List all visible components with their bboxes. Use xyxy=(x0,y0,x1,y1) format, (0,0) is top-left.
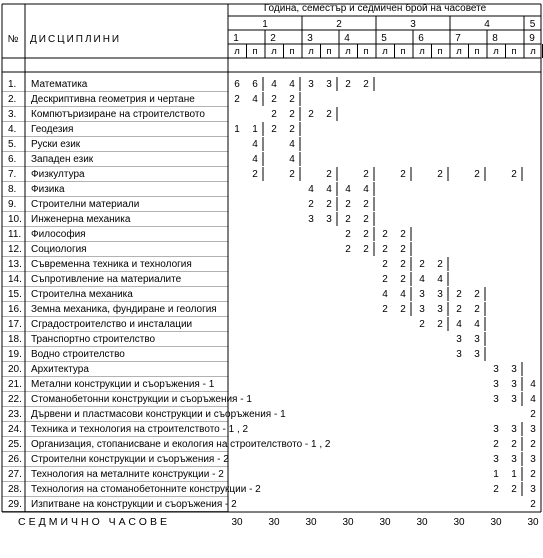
practice-label: п xyxy=(289,46,295,57)
discipline-name: Дървени и пластмасови конструкции и съоръжения - 1 xyxy=(31,409,286,420)
lecture-hours: 3 xyxy=(530,454,536,465)
row-number: 27. xyxy=(8,469,22,480)
practice-hours: 3 xyxy=(437,289,443,300)
practice-hours: 3 xyxy=(511,379,517,390)
lecture-hours: 2 xyxy=(456,304,462,315)
practice-hours: 2 xyxy=(363,229,369,240)
lecture-hours: 2 xyxy=(530,439,536,450)
lecture-hours: 2 xyxy=(382,244,388,255)
row-number: 3. xyxy=(8,109,17,120)
lecture-hours: 3 xyxy=(493,454,499,465)
row-number: 1. xyxy=(8,79,17,90)
discipline-name: Земна механика, фундиране и геология xyxy=(31,304,217,315)
lecture-hours: 2 xyxy=(271,124,277,135)
table-row xyxy=(8,109,332,120)
lecture-hours: 2 xyxy=(345,229,351,240)
weekly-total: 30 xyxy=(490,517,502,528)
practice-label: п xyxy=(326,46,332,57)
discipline-name: Технология на стоманобетонните конструкции - 2 xyxy=(31,484,261,495)
year-label: 3 xyxy=(410,19,416,30)
lecture-label: л xyxy=(234,46,240,57)
lecture-hours: 4 xyxy=(530,379,536,390)
semester-label: 5 xyxy=(381,33,387,44)
table-row xyxy=(8,364,517,375)
weekly-total: 30 xyxy=(416,517,428,528)
row-number: 17. xyxy=(8,319,22,330)
lecture-hours: 2 xyxy=(271,94,277,105)
row-number: 5. xyxy=(8,139,17,150)
table-row xyxy=(8,184,369,195)
lecture-hours: 2 xyxy=(382,274,388,285)
year-headers xyxy=(262,19,536,30)
discipline-name: Сградостроителство и инсталации xyxy=(31,319,193,330)
table-row xyxy=(8,424,543,435)
discipline-name: Геодезия xyxy=(31,124,74,135)
row-number: 10. xyxy=(8,214,22,225)
table-row xyxy=(8,409,543,420)
row-number: 8. xyxy=(8,184,17,195)
semester-label: 4 xyxy=(344,33,350,44)
practice-hours: 2 xyxy=(474,304,480,315)
practice-hours: 2 xyxy=(400,304,406,315)
practice-hours: 3 xyxy=(511,424,517,435)
discipline-name: Социология xyxy=(31,244,87,255)
discipline-name: Техника и технология на строителството - 1 , 2 xyxy=(31,424,249,435)
lecture-hours: 6 xyxy=(234,79,240,90)
table-row xyxy=(8,274,443,285)
lecture-practice-headers xyxy=(234,46,543,57)
lecture-hours: 2 xyxy=(382,304,388,315)
practice-label: п xyxy=(511,46,517,57)
weekly-total: 30 xyxy=(268,517,280,528)
disciplines-column-header: ДИСЦИПЛИНИ xyxy=(30,34,122,45)
lecture-hours: 4 xyxy=(271,79,277,90)
row-number: 2. xyxy=(8,94,17,105)
lecture-hours: 3 xyxy=(419,304,425,315)
lecture-label: л xyxy=(345,46,351,57)
practice-hours: 2 xyxy=(363,244,369,255)
row-number: 4. xyxy=(8,124,17,135)
table-row xyxy=(8,154,295,165)
lecture-hours: 3 xyxy=(493,379,499,390)
table-row xyxy=(8,303,480,315)
practice-label: п xyxy=(474,46,480,57)
year-label: 5 xyxy=(529,19,536,30)
lecture-hours: 3 xyxy=(493,394,499,405)
lecture-hours: 3 xyxy=(493,424,499,435)
lecture-hours: 2 xyxy=(308,109,314,120)
lecture-hours: 4 xyxy=(530,394,536,405)
discipline-name: Транспортно строителство xyxy=(31,334,156,345)
row-number: 12. xyxy=(8,244,22,255)
lecture-hours: 2 xyxy=(234,94,240,105)
row-number: 21. xyxy=(8,379,22,390)
practice-hours: 2 xyxy=(511,484,517,495)
practice-hours: 2 xyxy=(437,169,443,180)
table-row xyxy=(8,244,406,255)
lecture-hours: 2 xyxy=(456,289,462,300)
weekly-hours-label: СЕДМИЧНО ЧАСОВЕ xyxy=(18,516,170,528)
row-number: 29. xyxy=(8,499,22,510)
lecture-label: л xyxy=(419,46,425,57)
table-row xyxy=(8,259,443,270)
practice-label: п xyxy=(437,46,443,57)
table-row xyxy=(8,139,295,150)
table-row xyxy=(8,319,480,330)
discipline-name: Водно строителство xyxy=(31,349,125,360)
practice-hours: 2 xyxy=(326,109,332,120)
semester-headers xyxy=(233,33,535,44)
practice-hours: 2 xyxy=(363,199,369,210)
discipline-name: Изпитване на конструкции и съоръжения - 2 xyxy=(31,499,237,510)
discipline-name: Математика xyxy=(31,79,88,90)
practice-hours: 4 xyxy=(363,184,369,195)
lecture-label: л xyxy=(382,46,388,57)
lecture-hours: 4 xyxy=(308,184,314,195)
lecture-hours: 3 xyxy=(308,214,314,225)
table-row xyxy=(8,94,295,105)
lecture-hours: 2 xyxy=(308,199,314,210)
table-row xyxy=(8,228,406,240)
row-number: 19. xyxy=(8,349,22,360)
practice-hours: 4 xyxy=(437,274,443,285)
semester-label: 1 xyxy=(233,33,239,44)
lecture-hours: 4 xyxy=(419,274,425,285)
lecture-label: л xyxy=(493,46,499,57)
discipline-name: Дескриптивна геометрия и чертане xyxy=(31,94,195,105)
discipline-rows xyxy=(8,79,543,510)
row-number: 22. xyxy=(8,394,22,405)
discipline-name: Организация, стопанисване и екология на строителството - 1 , 2 xyxy=(31,439,331,450)
discipline-name: Руски език xyxy=(31,139,81,150)
lecture-hours: 3 xyxy=(530,424,536,435)
table-row xyxy=(8,289,480,300)
discipline-name: Строителни конструкции и съоръжения - 2 xyxy=(31,454,229,465)
practice-hours: 2 xyxy=(474,289,480,300)
practice-label: п xyxy=(252,46,258,57)
weekly-total: 30 xyxy=(231,517,243,528)
practice-hours: 3 xyxy=(326,79,332,90)
weekly-hours-totals xyxy=(231,517,539,528)
row-number: 16. xyxy=(8,304,22,315)
lecture-hours: 2 xyxy=(419,319,425,330)
practice-hours: 2 xyxy=(400,259,406,270)
lecture-hours: 2 xyxy=(345,199,351,210)
lecture-hours: 2 xyxy=(530,409,536,420)
lecture-hours: 2 xyxy=(493,484,499,495)
row-number: 13. xyxy=(8,259,22,270)
lecture-hours: 2 xyxy=(493,439,499,450)
practice-hours: 2 xyxy=(289,109,295,120)
discipline-name: Физкултура xyxy=(31,169,85,180)
practice-hours: 3 xyxy=(511,454,517,465)
weekly-total: 30 xyxy=(527,517,539,528)
semester-label: 6 xyxy=(418,33,424,44)
lecture-hours: 3 xyxy=(530,484,536,495)
table-row xyxy=(8,214,369,225)
practice-hours: 2 xyxy=(400,274,406,285)
lecture-hours: 1 xyxy=(234,124,240,135)
weekly-total: 30 xyxy=(305,517,317,528)
lecture-label: л xyxy=(271,46,277,57)
lecture-hours: 3 xyxy=(493,364,499,375)
lecture-hours: 3 xyxy=(308,79,314,90)
practice-hours: 2 xyxy=(326,169,332,180)
row-number: 28. xyxy=(8,484,22,495)
table-row xyxy=(8,379,543,390)
practice-hours: 4 xyxy=(326,184,332,195)
year-label: 2 xyxy=(336,19,342,30)
row-number: 9. xyxy=(8,199,17,210)
lecture-hours: 2 xyxy=(345,214,351,225)
table-row xyxy=(8,454,543,465)
row-number: 23. xyxy=(8,409,22,420)
practice-hours: 2 xyxy=(252,169,258,180)
practice-hours: 2 xyxy=(474,169,480,180)
practice-hours: 2 xyxy=(437,259,443,270)
discipline-name: Стоманобетонни конструкции и съоръжения - 1 xyxy=(31,394,252,405)
lecture-hours: 3 xyxy=(419,289,425,300)
practice-hours: 3 xyxy=(326,214,332,225)
semester-label: 2 xyxy=(270,33,276,44)
table-row xyxy=(8,79,369,90)
row-number: 11. xyxy=(8,229,22,240)
semester-label: 3 xyxy=(307,33,313,44)
practice-hours: 2 xyxy=(289,124,295,135)
practice-hours: 4 xyxy=(289,154,295,165)
practice-hours: 1 xyxy=(252,124,258,135)
table-row xyxy=(8,349,480,360)
practice-hours: 2 xyxy=(437,319,443,330)
practice-hours: 3 xyxy=(474,334,480,345)
practice-hours: 3 xyxy=(474,349,480,360)
discipline-name: Физика xyxy=(31,184,65,195)
table-row xyxy=(8,124,295,135)
lecture-hours: 2 xyxy=(382,229,388,240)
lecture-hours: 4 xyxy=(456,319,462,330)
practice-hours: 4 xyxy=(400,289,406,300)
year-label: 4 xyxy=(484,19,490,30)
practice-hours: 2 xyxy=(400,229,406,240)
practice-hours: 4 xyxy=(474,319,480,330)
practice-hours: 2 xyxy=(511,169,517,180)
row-number: 25. xyxy=(8,439,22,450)
discipline-name: Съпротивление на материалите xyxy=(31,274,182,285)
table-row xyxy=(8,483,543,495)
practice-hours: 4 xyxy=(252,94,258,105)
practice-label: п xyxy=(400,46,406,57)
semester-label: 8 xyxy=(492,33,498,44)
practice-hours: 2 xyxy=(363,214,369,225)
weekly-total: 30 xyxy=(379,517,391,528)
discipline-name: Метални конструкции и съоръжения - 1 xyxy=(31,379,215,390)
row-number: 20. xyxy=(8,364,22,375)
practice-hours: 2 xyxy=(363,169,369,180)
practice-hours: 4 xyxy=(252,154,258,165)
lecture-hours: 3 xyxy=(456,349,462,360)
practice-hours: 2 xyxy=(289,169,295,180)
practice-hours: 2 xyxy=(363,79,369,90)
table-row xyxy=(8,499,543,510)
row-number: 15. xyxy=(8,289,22,300)
practice-hours: 2 xyxy=(400,169,406,180)
row-number: 14. xyxy=(8,274,22,285)
discipline-name: Архитектура xyxy=(31,364,89,375)
lecture-hours: 2 xyxy=(530,469,536,480)
row-number: 18. xyxy=(8,334,22,345)
weekly-total: 30 xyxy=(342,517,354,528)
lecture-hours: 2 xyxy=(345,79,351,90)
practice-hours: 3 xyxy=(511,394,517,405)
semester-label: 7 xyxy=(455,33,461,44)
weekly-total: 30 xyxy=(453,517,465,528)
practice-hours: 2 xyxy=(326,199,332,210)
practice-hours: 4 xyxy=(252,139,258,150)
practice-hours: 4 xyxy=(289,79,295,90)
discipline-name: Инженерна механика xyxy=(31,214,131,225)
lecture-hours: 2 xyxy=(271,109,277,120)
lecture-hours: 2 xyxy=(345,244,351,255)
table-row xyxy=(8,334,480,345)
year-semester-caption: Година, семестър и седмичен брой на часовете xyxy=(263,3,487,14)
lecture-hours: 2 xyxy=(530,499,536,510)
lecture-label: л xyxy=(530,46,536,57)
discipline-name: Строителна механика xyxy=(31,289,133,300)
row-number: 7. xyxy=(8,169,17,180)
practice-hours: 2 xyxy=(289,94,295,105)
semester-label: 9 xyxy=(529,33,535,44)
table-row xyxy=(8,199,369,210)
lecture-hours: 2 xyxy=(382,259,388,270)
lecture-label: л xyxy=(456,46,462,57)
lecture-label: л xyxy=(308,46,314,57)
row-number: 24. xyxy=(8,424,22,435)
discipline-name: Строителни материали xyxy=(31,199,140,210)
practice-hours: 3 xyxy=(437,304,443,315)
lecture-hours: 1 xyxy=(493,469,499,480)
discipline-name: Технология на металните конструкции - 2 xyxy=(31,469,224,480)
year-label: 1 xyxy=(262,19,268,30)
discipline-name: Западен език xyxy=(31,154,94,165)
table-row xyxy=(8,439,543,450)
practice-hours: 2 xyxy=(511,439,517,450)
lecture-hours: 3 xyxy=(456,334,462,345)
practice-hours: 1 xyxy=(511,469,517,480)
lecture-hours: 2 xyxy=(419,259,425,270)
discipline-name: Компютъризиране на строителството xyxy=(31,109,205,120)
discipline-name: Съвременна техника и технология xyxy=(31,259,192,270)
discipline-name: Философия xyxy=(31,229,86,240)
row-number: 6. xyxy=(8,154,17,165)
practice-hours: 6 xyxy=(252,79,258,90)
table-row xyxy=(8,469,543,480)
practice-hours: 3 xyxy=(511,364,517,375)
practice-label: п xyxy=(363,46,369,57)
table-row xyxy=(8,393,543,405)
row-number: 26. xyxy=(8,454,22,465)
number-column-header: № xyxy=(7,34,19,45)
practice-hours: 2 xyxy=(400,244,406,255)
lecture-hours: 4 xyxy=(345,184,351,195)
lecture-hours: 4 xyxy=(382,289,388,300)
practice-hours: 4 xyxy=(289,139,295,150)
